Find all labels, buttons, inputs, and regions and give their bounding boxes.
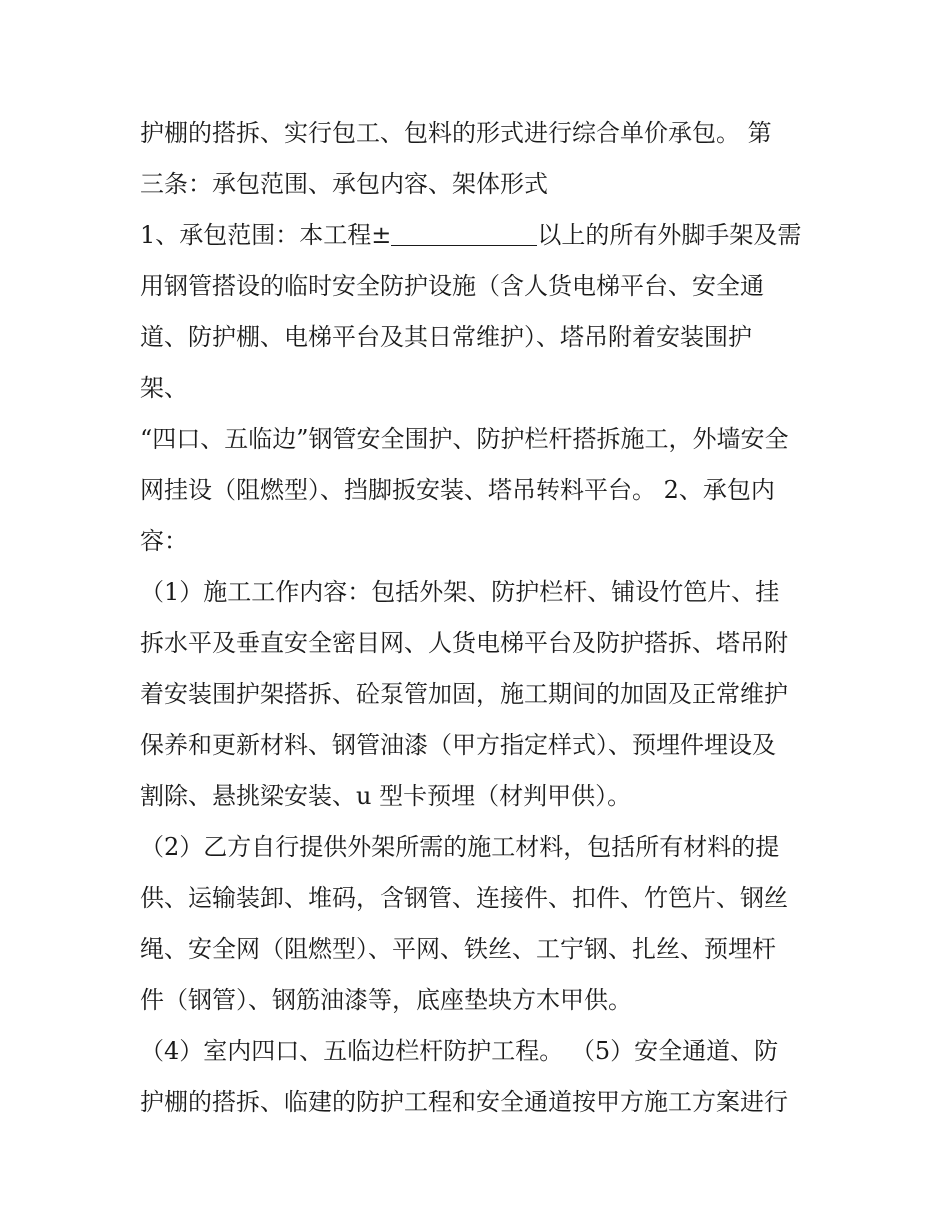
text-line: 保养和更新材料、钢管油漆（甲方指定样式）、预埋件埋设及 xyxy=(140,731,776,759)
scope-prefix: 1、承包范围：本工程± xyxy=(140,221,392,249)
text-line: （2）乙方自行提供外架所需的施工材料，包括所有材料的提 xyxy=(140,833,780,861)
text-line-with-blank xyxy=(140,210,820,261)
text-line: 绳、安全网（阻燃型）、平网、铁丝、工宁钢、扎丝、预埋杆 xyxy=(140,935,776,963)
text-line: “四口、五临边”钢管安全围护、防护栏杆搭拆施工，外墙安全 xyxy=(140,425,789,453)
scope-suffix: 以上的所有外脚手架及需 xyxy=(537,221,802,249)
text-line: 容： xyxy=(140,527,188,555)
text-line: 架、 xyxy=(140,374,188,402)
text-line: 用钢管搭设的临时安全防护设施（含人货电梯平台、安全通 xyxy=(140,272,764,300)
document-body xyxy=(140,108,820,1128)
text-line: 护棚的搭拆、临建的防护工程和安全通道按甲方施工方案进行 xyxy=(140,1088,788,1116)
text-line: 道、防护棚、电梯平台及其日常维护）、塔吊附着安装围护 xyxy=(140,323,752,351)
text-line: 拆水平及垂直安全密目网、人货电梯平台及防护搭拆、塔吊附 xyxy=(140,629,788,657)
text-line: 护棚的搭拆、实行包工、包料的形式进行综合单价承包。 第 xyxy=(140,119,772,147)
text-line: 供、运输装卸、堆码，含钢管、连接件、扣件、竹笆片、钢丝 xyxy=(140,884,788,912)
text-line: （1）施工工作内容：包括外架、防护栏杆、铺设竹笆片、挂 xyxy=(140,578,780,606)
text-line: 割除、悬挑梁安装、u 型卡预埋（材判甲供）。 xyxy=(140,782,632,810)
text-line: 网挂设（阻燃型）、挡脚扳安装、塔吊转料平台。 2、承包内 xyxy=(140,476,775,504)
fill-in-blank xyxy=(391,223,537,246)
section-heading: 三条：承包范围、承包内容、架体形式 xyxy=(140,170,548,198)
text-line: 件（钢管）、钢筋油漆等，底座垫块方木甲供。 xyxy=(140,986,632,1014)
text-line: （4）室内四口、五临边栏杆防护工程。 （5）安全通道、防 xyxy=(140,1037,779,1065)
text-line: 着安装围护架搭拆、砼泵管加固，施工期间的加固及正常维护 xyxy=(140,680,788,708)
